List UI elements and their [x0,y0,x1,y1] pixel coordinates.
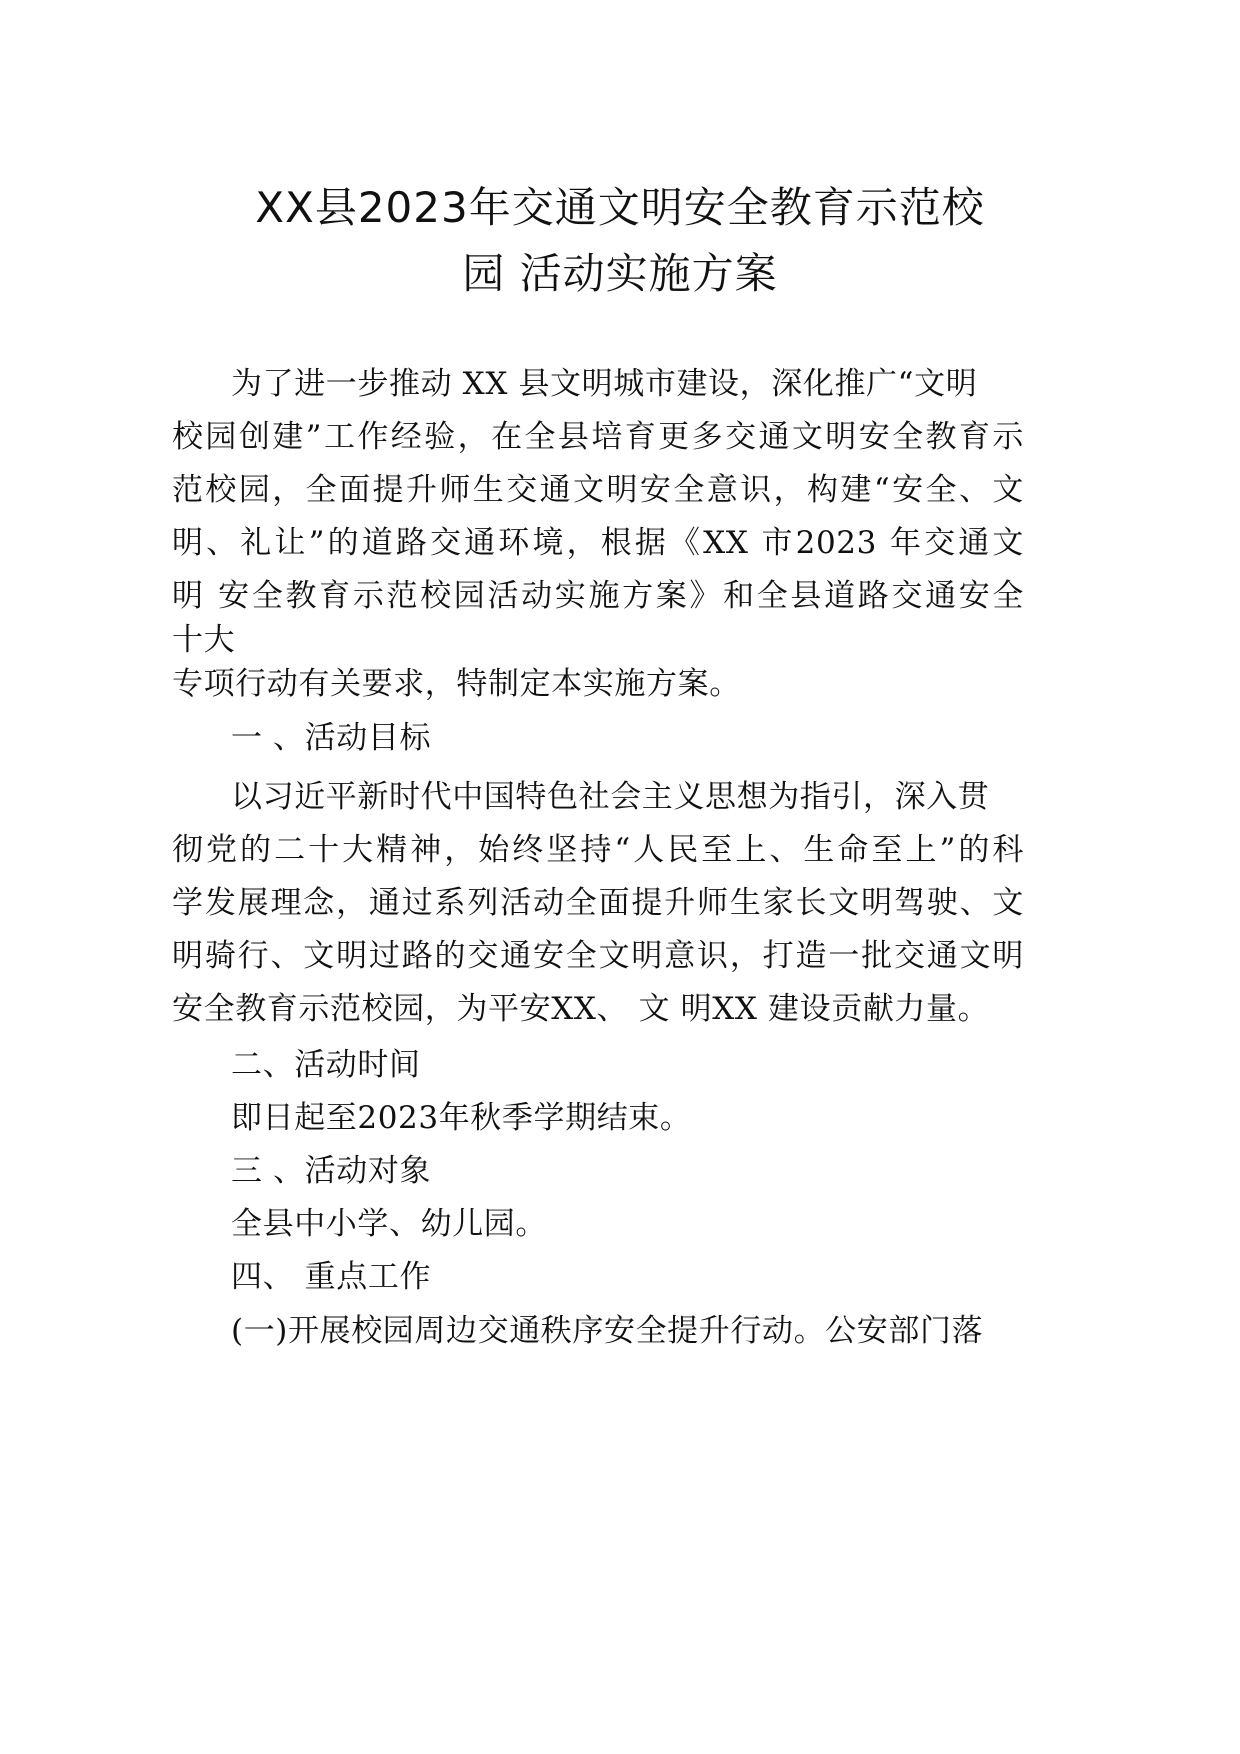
paragraph-line: 明、礼让”的道路交通环境，根据《XX 市2023 年交通文 [172,525,1024,561]
paragraph-line: 明 安全教育示范校园活动实施方案》和全县道路交通安全 [172,578,1024,614]
paragraph-line: 彻党的二十大精神，始终坚持“人民至上、生命至上”的科 [172,832,1024,868]
paragraph-line: 学发展理念，通过系列活动全面提升师生家长文明驾驶、文 [172,885,1024,921]
section-heading: 四、 重点工作 [231,1259,432,1295]
paragraph-line: 以习近平新时代中国特色社会主义思想为指引，深入贯 [231,779,990,815]
document-title-line-2: 园 活动实施方案 [462,249,778,298]
paragraph-line: 范校园，全面提升师生交通文明安全意识，构建“安全、文 [172,472,1024,508]
section-heading: 二、活动时间 [231,1047,421,1083]
paragraph-line: 十大 [172,622,236,658]
paragraph-line: 专项行动有关要求，特制定本实施方案。 [172,666,741,702]
section-heading: 一 、活动目标 [231,720,432,756]
section-heading: 三 、活动对象 [231,1153,432,1189]
paragraph-line: (一)开展校园周边交通秩序安全提升行动。公安部门落 [231,1313,984,1349]
paragraph-line: 校园创建”工作经验，在全县培育更多交通文明安全教育示 [172,419,1024,455]
document-title-line-1: XX县2023年交通文明安全教育示范校 [255,183,985,232]
paragraph-line: 为了进一步推动 XX 县文明城市建设，深化推广“文明 [231,366,978,402]
paragraph-line: 明骑行、文明过路的交通安全文明意识，打造一批交通文明 [172,938,1024,974]
paragraph-line: 全县中小学、幼儿园。 [231,1206,547,1242]
paragraph-line: 即日起至2023年秋季学期结束。 [231,1100,692,1136]
paragraph-line: 安全教育示范校园，为平安XX、 文 明XX 建设贡献力量。 [172,991,990,1027]
